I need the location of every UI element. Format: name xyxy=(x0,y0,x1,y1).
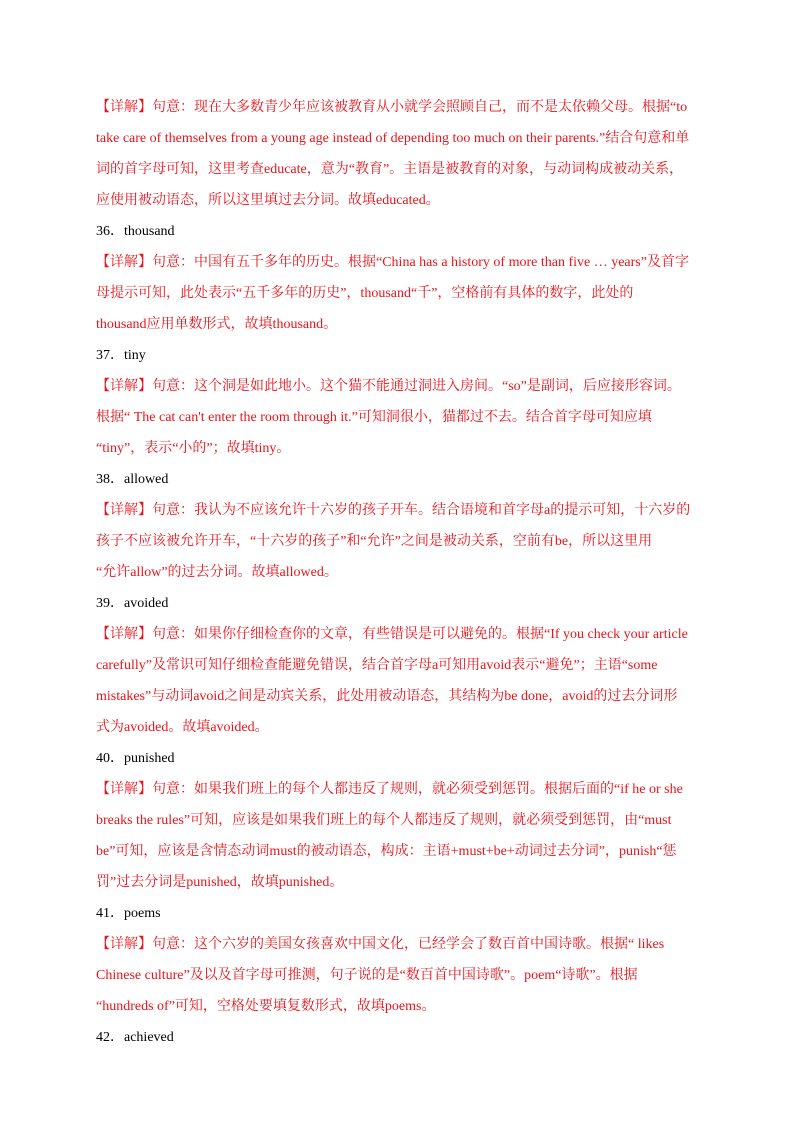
explanation-line: carefully”及常识可知仔细检查能避免错误，结合首字母a可知用avoid表示“避免”；主语“some xyxy=(96,658,658,673)
explanation-line: 【详解】句意：现在大多数青少年应该被教育从小就学会照顾自己，而不是太依赖父母。根据“to xyxy=(96,100,688,115)
answer-line: 38．allowed xyxy=(96,472,169,487)
explanation-line: 词的首字母可知，这里考查educate，意为“教育”。主语是被教育的对象，与动词构成被动关系， xyxy=(96,162,684,177)
explanation-line: thousand应用单数形式，故填thousand。 xyxy=(96,317,338,332)
explanation-line: Chinese culture”及以及首字母可推测，句子说的是“数百首中国诗歌”。poem“诗歌”。根据 xyxy=(96,968,638,983)
explanation-line: be”可知，应该是含情态动词must的被动语态，构成：主语+must+be+动词过去分词”，punish“惩 xyxy=(96,844,677,859)
explanation-paragraph xyxy=(96,247,704,340)
explanation-paragraph xyxy=(96,495,704,588)
answer-line: 41．poems xyxy=(96,906,161,921)
explanation-line: 【详解】句意：如果你仔细检查你的文章，有些错误是可以避免的。根据“If you check your article xyxy=(96,627,688,642)
answer-line: 37．tiny xyxy=(96,348,146,363)
explanation-line: 【详解】句意：我认为不应该允许十六岁的孩子开车。结合语境和首字母a的提示可知，十六岁的 xyxy=(96,503,691,518)
explanation-line: 【详解】句意：这个六岁的美国女孩喜欢中国文化，已经学会了数百首中国诗歌。根据“ likes xyxy=(96,937,665,952)
explanation-line: mistakes”与动词avoid之间是动宾关系，此处用被动语态，其结构为be done，avoid的过去分词形 xyxy=(96,689,678,704)
explanation-paragraph xyxy=(96,619,704,743)
explanation-line: 【详解】句意：中国有五千多年的历史。根据“China has a history of more than five … years”及首字 xyxy=(96,255,689,270)
explanation-paragraph xyxy=(96,929,704,1022)
explanation-line: 式为avoided。故填avoided。 xyxy=(96,720,269,735)
explanation-line: 【详解】句意：如果我们班上的每个人都违反了规则，就必须受到惩罚。根据后面的“if he or she xyxy=(96,782,683,797)
explanation-line: 应使用被动语态，所以这里填过去分词。故填educated。 xyxy=(96,193,440,208)
explanation-paragraph xyxy=(96,371,704,464)
answer-line: 39．avoided xyxy=(96,596,169,611)
answer-line: 36．thousand xyxy=(96,224,175,239)
explanation-line: “允许allow”的过去分词。故填allowed。 xyxy=(96,565,338,580)
explanation-line: 【详解】句意：这个洞是如此地小。这个猫不能通过洞进入房间。“so”是副词，后应接形容词。 xyxy=(96,379,681,394)
explanation-line: breaks the rules”可知，应该是如果我们班上的每个人都违反了规则，就必须受到惩罚，由“must xyxy=(96,813,672,828)
explanation-line: 孩子不应该被允许开车，“十六岁的孩子”和“允许”之间是被动关系，空前有be，所以这里用 xyxy=(96,534,653,549)
explanation-line: 根据“ The cat can't enter the room through it.”可知洞很小，猫都过不去。结合首字母可知应填 xyxy=(96,410,652,425)
explanation-line: 母提示可知，此处表示“五千多年的历史”，thousand“千”，空格前有具体的数字，此处的 xyxy=(96,286,634,301)
answer-line: 40．punished xyxy=(96,751,175,766)
explanation-line: 罚”过去分词是punished，故填punished。 xyxy=(96,875,344,890)
explanation-paragraph xyxy=(96,92,704,216)
answer-line: 42．achieved xyxy=(96,1030,174,1045)
explanation-line: “hundreds of”可知，空格处要填复数形式，故填poems。 xyxy=(96,999,436,1014)
explanation-line: “tiny”，表示“小的”；故填tiny。 xyxy=(96,441,291,456)
explanation-line: take care of themselves from a young age instead of depending too much on their parents.”结合句意和单 xyxy=(96,131,690,146)
explanation-paragraph xyxy=(96,774,704,898)
